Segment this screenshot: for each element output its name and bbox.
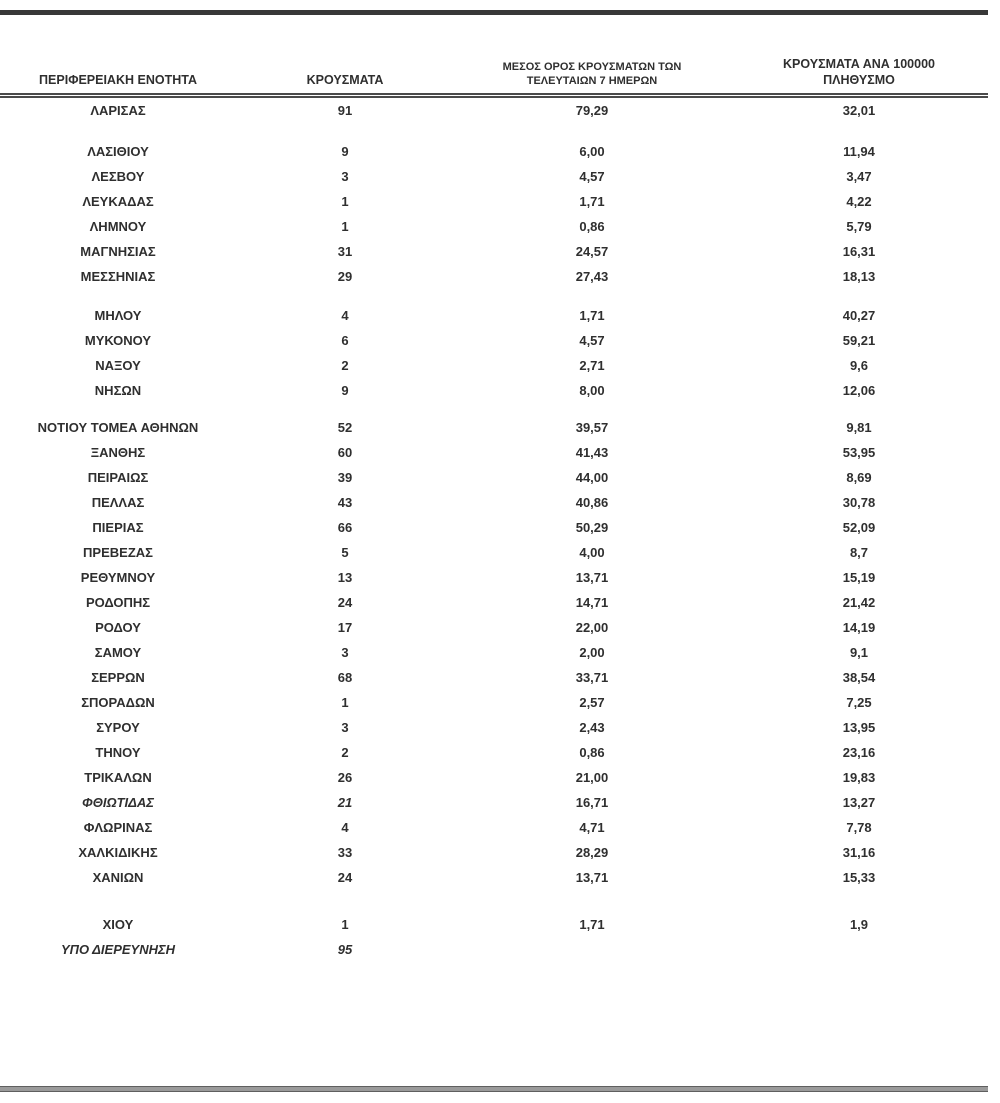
column-header-per-100k <box>730 57 988 88</box>
per-100k-cell: 53,95 <box>842 445 876 461</box>
table-row <box>0 865 988 890</box>
region-cell: ΛΕΣΒΟΥ <box>91 169 145 185</box>
per-100k-cell: 14,19 <box>842 620 876 636</box>
avg-7day-cell: 79,29 <box>575 103 609 119</box>
table-row <box>0 840 988 865</box>
table-row <box>0 465 988 490</box>
table-row <box>0 139 988 164</box>
per-100k-cell: 9,81 <box>846 420 872 436</box>
region-cell: ΛΑΣΙΘΙΟΥ <box>87 144 149 160</box>
avg-7day-cell: 2,71 <box>579 358 605 374</box>
column-header-cases-line1: ΚΡΟΥΣΜΑΤΑ <box>306 72 384 87</box>
table-row <box>0 765 988 790</box>
avg-7day-cell: 50,29 <box>575 520 609 536</box>
per-100k-cell: 12,06 <box>842 383 876 399</box>
cases-cell: 2 <box>341 358 349 374</box>
region-cell: ΝΟΤΙΟΥ ΤΟΜΕΑ ΑΘΗΝΩΝ <box>37 420 199 436</box>
region-cell: ΜΥΚΟΝΟΥ <box>84 333 152 349</box>
avg-7day-cell: 0,86 <box>579 745 605 761</box>
avg-7day-cell: 41,43 <box>575 445 609 461</box>
cases-cell: 91 <box>337 103 353 119</box>
table-row <box>0 815 988 840</box>
cases-cell: 21 <box>337 795 353 811</box>
avg-7day-cell: 44,00 <box>575 470 609 486</box>
table-row <box>0 490 988 515</box>
per-100k-cell: 18,13 <box>842 269 876 285</box>
row-gap <box>0 403 988 415</box>
row-gap <box>0 289 988 303</box>
avg-7day-cell: 4,57 <box>579 169 605 185</box>
per-100k-cell: 9,6 <box>849 358 869 374</box>
region-cell: ΜΗΛΟΥ <box>94 308 142 324</box>
avg-7day-cell: 8,00 <box>579 383 605 399</box>
per-100k-cell: 13,95 <box>842 720 876 736</box>
avg-7day-cell: 4,57 <box>579 333 605 349</box>
per-100k-cell: 13,27 <box>842 795 876 811</box>
table-row <box>0 665 988 690</box>
cases-cell: 13 <box>337 570 353 586</box>
avg-7day-cell: 28,29 <box>575 845 609 861</box>
per-100k-cell: 7,25 <box>846 695 872 711</box>
table-row <box>0 303 988 328</box>
avg-7day-cell: 33,71 <box>575 670 609 686</box>
column-header-avg-7day <box>454 61 730 89</box>
per-100k-cell: 59,21 <box>842 333 876 349</box>
cases-cell: 68 <box>337 670 353 686</box>
table-row <box>0 214 988 239</box>
cases-cell: 17 <box>337 620 353 636</box>
avg-7day-cell: 16,71 <box>575 795 609 811</box>
table-row <box>0 98 988 123</box>
column-header-region <box>0 73 236 89</box>
per-100k-cell: 19,83 <box>842 770 876 786</box>
cases-cell: 1 <box>341 194 349 210</box>
table-row <box>0 615 988 640</box>
region-cell: ΛΑΡΙΣΑΣ <box>90 103 146 119</box>
region-cell: ΦΘΙΩΤΙΔΑΣ <box>82 795 154 811</box>
cases-cell: 60 <box>337 445 353 461</box>
per-100k-cell: 9,1 <box>849 645 869 661</box>
region-cell: ΡΕΘΥΜΝΟΥ <box>80 570 156 586</box>
avg-7day-cell: 27,43 <box>575 269 609 285</box>
cases-cell: 66 <box>337 520 353 536</box>
table-row <box>0 790 988 815</box>
cases-cell: 39 <box>337 470 353 486</box>
region-cell: ΡΟΔΟΠΗΣ <box>85 595 151 611</box>
table-row <box>0 189 988 214</box>
avg-7day-cell: 1,71 <box>579 917 605 933</box>
table-body <box>0 98 1000 962</box>
table-row <box>0 937 988 962</box>
table-row <box>0 740 988 765</box>
avg-7day-cell: 14,71 <box>575 595 609 611</box>
cases-cell: 5 <box>341 545 349 561</box>
avg-7day-cell: 13,71 <box>575 570 609 586</box>
table-row <box>0 565 988 590</box>
region-cell: ΝΑΞΟΥ <box>95 358 141 374</box>
avg-7day-cell: 2,43 <box>579 720 605 736</box>
table-row <box>0 239 988 264</box>
per-100k-cell: 8,7 <box>849 545 869 561</box>
cases-cell: 3 <box>341 720 349 736</box>
column-header-cases <box>236 73 454 89</box>
per-100k-cell: 52,09 <box>842 520 876 536</box>
cases-cell: 2 <box>341 745 349 761</box>
region-cell: ΜΑΓΝΗΣΙΑΣ <box>80 244 156 260</box>
cases-cell: 9 <box>341 383 349 399</box>
avg-7day-cell: 21,00 <box>575 770 609 786</box>
table-row <box>0 715 988 740</box>
avg-7day-cell: 0,86 <box>579 219 605 235</box>
region-cell: ΣΠΟΡΑΔΩΝ <box>81 695 155 711</box>
per-100k-cell: 15,33 <box>842 870 876 886</box>
cases-cell: 26 <box>337 770 353 786</box>
avg-7day-cell: 24,57 <box>575 244 609 260</box>
per-100k-cell: 21,42 <box>842 595 876 611</box>
cases-cell: 3 <box>341 169 349 185</box>
table-row <box>0 640 988 665</box>
region-cell: ΦΛΩΡΙΝΑΣ <box>83 820 153 836</box>
table-row <box>0 378 988 403</box>
cases-cell: 1 <box>341 917 349 933</box>
cases-cell: 43 <box>337 495 353 511</box>
column-header-avg-7day-line2: ΤΕΛΕΥΤΑΙΩΝ 7 ΗΜΕΡΩΝ <box>526 74 658 87</box>
region-cell: ΛΗΜΝΟΥ <box>89 219 147 235</box>
per-100k-cell: 8,69 <box>846 470 872 486</box>
region-cell: ΛΕΥΚΑΔΑΣ <box>82 194 154 210</box>
per-100k-cell: 31,16 <box>842 845 876 861</box>
cases-cell: 1 <box>341 695 349 711</box>
per-100k-cell: 4,22 <box>846 194 872 210</box>
avg-7day-cell: 1,71 <box>579 194 605 210</box>
row-gap <box>0 123 988 139</box>
cases-cell: 6 <box>341 333 349 349</box>
per-100k-cell: 16,31 <box>842 244 876 260</box>
region-cell: ΠΡΕΒΕΖΑΣ <box>83 545 153 561</box>
region-cell: ΧΑΝΙΩΝ <box>92 870 144 886</box>
bottom-rule <box>0 1086 988 1092</box>
region-cell: ΥΠΟ ΔΙΕΡΕΥΝΗΣΗ <box>60 942 176 958</box>
table-row <box>0 264 988 289</box>
avg-7day-cell: 22,00 <box>575 620 609 636</box>
per-100k-cell: 11,94 <box>843 144 875 160</box>
cases-cell: 3 <box>341 645 349 661</box>
table-row <box>0 328 988 353</box>
per-100k-cell: 40,27 <box>842 308 876 324</box>
table-row <box>0 440 988 465</box>
table-row <box>0 415 988 440</box>
cases-cell: 29 <box>337 269 353 285</box>
row-gap <box>0 890 988 912</box>
table-row <box>0 515 988 540</box>
avg-7day-cell: 4,71 <box>579 820 605 836</box>
avg-7day-cell: 6,00 <box>579 144 605 160</box>
per-100k-cell: 5,79 <box>846 219 872 235</box>
per-100k-cell: 1,9 <box>849 917 869 933</box>
per-100k-cell: 32,01 <box>842 103 876 119</box>
region-cell: ΡΟΔΟΥ <box>95 620 141 636</box>
column-header-per-100k-line2: ΠΛΗΘΥΣΜΟ <box>823 72 895 87</box>
region-cell: ΧΑΛΚΙΔΙΚΗΣ <box>78 845 158 861</box>
region-cell: ΣΥΡΟΥ <box>96 720 140 736</box>
table-row <box>0 540 988 565</box>
region-cell: ΠΕΛΛΑΣ <box>91 495 145 511</box>
table-header-row <box>0 15 988 93</box>
region-cell: ΝΗΣΩΝ <box>94 383 142 399</box>
column-header-avg-7day-line1: ΜΕΣΟΣ ΟΡΟΣ ΚΡΟΥΣΜΑΤΩΝ ΤΩΝ <box>502 60 682 73</box>
region-cell: ΧΙΟΥ <box>102 917 134 933</box>
per-100k-cell: 30,78 <box>842 495 876 511</box>
cases-cell: 95 <box>337 942 353 958</box>
avg-7day-cell: 13,71 <box>575 870 609 886</box>
cases-cell: 4 <box>341 820 349 836</box>
region-cell: ΠΙΕΡΙΑΣ <box>92 520 144 536</box>
table-row <box>0 164 988 189</box>
avg-7day-cell: 40,86 <box>575 495 609 511</box>
cases-cell: 33 <box>337 845 353 861</box>
region-cell: ΤΡΙΚΑΛΩΝ <box>84 770 152 786</box>
cases-cell: 24 <box>337 595 353 611</box>
cases-cell: 31 <box>337 244 353 260</box>
cases-cell: 4 <box>341 308 349 324</box>
region-cell: ΣΑΜΟΥ <box>94 645 142 661</box>
column-header-per-100k-line1: ΚΡΟΥΣΜΑΤΑ ΑΝΑ 100000 <box>783 57 935 71</box>
region-cell: ΣΕΡΡΩΝ <box>91 670 145 686</box>
cases-cell: 1 <box>341 219 349 235</box>
avg-7day-cell: 2,00 <box>579 645 605 661</box>
cases-cell: 52 <box>337 420 353 436</box>
cases-cell: 9 <box>341 144 349 160</box>
avg-7day-cell: 39,57 <box>575 420 609 436</box>
column-header-region-line1: ΠΕΡΙΦΕΡΕΙΑΚΗ ΕΝΟΤΗΤΑ <box>39 72 197 87</box>
region-cell: ΤΗΝΟΥ <box>95 745 141 761</box>
table-row <box>0 353 988 378</box>
region-cell: ΜΕΣΣΗΝΙΑΣ <box>80 269 156 285</box>
avg-7day-cell: 1,71 <box>579 308 605 324</box>
per-100k-cell: 23,16 <box>842 745 876 761</box>
cases-cell: 24 <box>337 870 353 886</box>
region-cell: ΠΕΙΡΑΙΩΣ <box>87 470 149 486</box>
table-row <box>0 590 988 615</box>
per-100k-cell: 7,78 <box>846 820 872 836</box>
region-cell: ΞΑΝΘΗΣ <box>90 445 146 461</box>
per-100k-cell: 15,19 <box>842 570 876 586</box>
avg-7day-cell: 4,00 <box>579 545 605 561</box>
per-100k-cell: 38,54 <box>842 670 876 686</box>
table-row <box>0 912 988 937</box>
table-row <box>0 690 988 715</box>
per-100k-cell: 3,47 <box>846 169 872 185</box>
avg-7day-cell: 2,57 <box>579 695 605 711</box>
